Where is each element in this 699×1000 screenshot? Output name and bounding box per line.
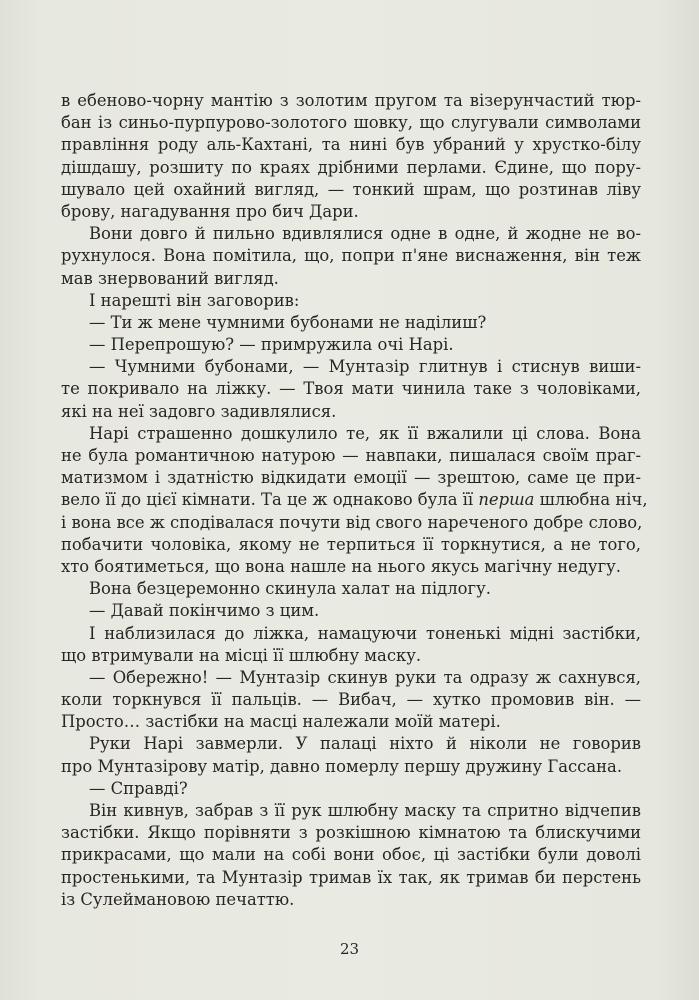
text-line: що втримували на місці її шлюбну маску. bbox=[61, 645, 422, 665]
text-line: Руки Нарі завмерли. У палаці ніхто й ніколи не говорив bbox=[89, 734, 641, 754]
text-line: — Перепрошую? — примружила очі Нарі. bbox=[89, 335, 454, 355]
text-line: Просто… застібки на масці належали моїй матері. bbox=[61, 712, 501, 732]
text-line: Вона безцеремонно скинула халат на підлогу. bbox=[89, 579, 491, 599]
text-line: І наблизилася до ліжка, намацуючи тоненькі мідні застібки, bbox=[89, 623, 641, 643]
text-line: простенькими, та Мунтазір тримав їх так, як тримав би перстень bbox=[61, 867, 641, 887]
emphasis: перша bbox=[478, 490, 535, 510]
text-line: правління роду аль-Кахтані, та нині був убраний у хрустко-білу bbox=[61, 135, 641, 155]
text-line: матизмом і здатністю відкидати емоції — зрештою, саме це при- bbox=[61, 468, 641, 488]
text-line: шувало цей охайний вигляд, — тонкий шрам, що розтинав ліву bbox=[61, 179, 641, 199]
text-line: — Ти ж мене чумними бубонами не наділиш? bbox=[89, 312, 487, 332]
text-line: які на неї задовго задивлялися. bbox=[61, 401, 337, 421]
text-line: І нарешті він заговорив: bbox=[89, 290, 300, 310]
text-line: Він кивнув, забрав з її рук шлюбну маску та спритно відчепив bbox=[89, 801, 641, 820]
text-line: — Давай покінчимо з цим. bbox=[89, 601, 320, 621]
text-line: рухнулося. Вона помітила, що, попри п'яне виснаження, він теж bbox=[61, 246, 641, 266]
text-line: побачити чоловіка, якому не терпиться її торкнутися, а не того, bbox=[61, 534, 641, 554]
text-line: прикрасами, що мали на собі вони обоє, ці застібки були доволі bbox=[61, 845, 641, 865]
text-line: про Мунтазірову матір, давно померлу першу дружину Гассана. bbox=[61, 756, 623, 776]
text-line: бан із синьо-пурпурово-золотого шовку, що слугували символами bbox=[61, 113, 641, 133]
text-line: — Чумними бубонами, — Мунтазір глитнув і стиснув виши- bbox=[89, 357, 641, 377]
text-line: вело її до цієї кімнати. Та це ж однаково була її перша шлюбна ніч, bbox=[61, 490, 648, 510]
text-line: із Сулеймановою печаттю. bbox=[61, 889, 295, 909]
text-line: брову, нагадування про бич Дари. bbox=[61, 201, 359, 221]
text-line: те покривало на ліжку. — Твоя мати чинила таке з чоловіками, bbox=[61, 379, 641, 399]
text-line: в ебеново-чорну мантію з золотим пругом та візерунчастий тюр- bbox=[61, 91, 641, 110]
text-line: коли торкнувся її пальців. — Вибач, — хутко промовив він. — bbox=[61, 690, 641, 710]
text-line: дішдашу, розшиту по краях дрібними перлами. Єдине, що пору- bbox=[61, 157, 641, 177]
text-line: хто боятиметься, що вона нашле на нього якусь магічну недугу. bbox=[61, 556, 622, 576]
text-line: і вона все ж сподівалася почути від свого нареченого добре слово, bbox=[61, 512, 643, 532]
text-line: Вони довго й пильно вдивлялися одне в одне, й жодне не во- bbox=[89, 224, 641, 244]
text-line: Нарі страшенно дошкулило те, як її вжалили ці слова. Вона bbox=[89, 423, 641, 443]
text-line: мав знервований вигляд. bbox=[61, 268, 279, 288]
page-number: 23 bbox=[339, 940, 360, 958]
text-line: застібки. Якщо порівняти з розкішною кімнатою та блискучими bbox=[61, 823, 641, 843]
text-line: не була романтичною натурою — навпаки, пишалася своїм праг- bbox=[61, 446, 641, 465]
text-line: — Справді? bbox=[89, 778, 188, 798]
text-line: — Обережно! — Мунтазір скинув руки та одразу ж сахнувся, bbox=[89, 667, 641, 687]
page-text bbox=[61, 90, 648, 911]
